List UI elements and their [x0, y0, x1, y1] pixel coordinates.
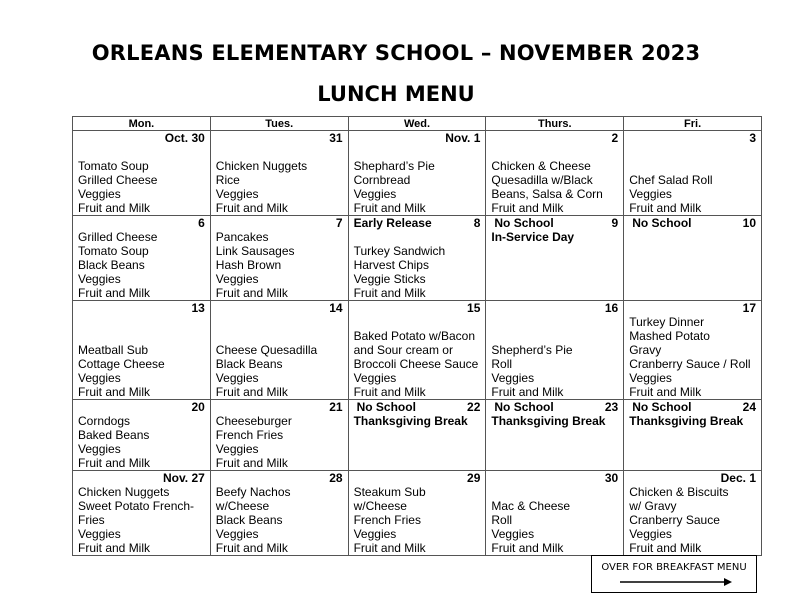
menu-item: Quesadilla w/Black [491, 173, 593, 187]
day-cell [624, 301, 762, 400]
day-cell [210, 471, 348, 556]
menu-item: Chicken & Biscuits [629, 485, 729, 499]
menu-item: Veggies [215, 442, 259, 456]
menu-item: Pancakes [215, 230, 269, 244]
menu-item: Fruit and Milk [215, 541, 288, 555]
menu-item: Turkey Sandwich [353, 244, 446, 258]
day-cell [73, 400, 211, 471]
menu-item: w/Cheese [353, 499, 407, 513]
date-number: 31 [329, 131, 343, 145]
menu-item: Cranberry Sauce [629, 513, 720, 527]
menu-item: French Fries [215, 428, 284, 442]
weekday-header: Thurs. [486, 117, 624, 131]
menu-item: Veggies [353, 187, 397, 201]
day-note-detail: Thanksgiving Break [353, 414, 468, 428]
date-number: 3 [749, 131, 756, 145]
day-cell [73, 471, 211, 556]
menu-item: Tomato Soup [78, 244, 149, 258]
day-note-detail: In-Service Day [491, 230, 575, 244]
day-cell [348, 301, 486, 400]
date-number: 23 [604, 400, 619, 414]
menu-item: Mashed Potato [629, 329, 710, 343]
day-cell [486, 131, 624, 216]
day-cell [624, 400, 762, 471]
page-title: ORLEANS ELEMENTARY SCHOOL – NOVEMBER 2023 [91, 41, 701, 65]
menu-item: Veggies [629, 187, 672, 201]
menu-item: Rice [215, 173, 240, 187]
menu-item: Veggies [78, 527, 121, 541]
date-number: 6 [198, 216, 205, 230]
menu-item: Chef Salad Roll [629, 173, 713, 187]
menu-item: Fruit and Milk [215, 456, 288, 470]
day-cell [73, 301, 211, 400]
date-number: 17 [742, 301, 756, 315]
menu-item: Roll [491, 513, 513, 527]
menu-item: Veggies [78, 272, 121, 286]
date-number: 21 [329, 400, 343, 414]
menu-item: Harvest Chips [353, 258, 429, 272]
menu-item: Fruit and Milk [78, 385, 151, 399]
menu-item: Meatball Sub [78, 343, 149, 357]
menu-item: Black Beans [215, 357, 283, 371]
menu-item: w/Cheese [215, 499, 270, 513]
date-number: 10 [742, 216, 756, 230]
weekday-header: Mon. [73, 117, 211, 131]
right-arrow-icon [620, 578, 732, 586]
date-number: 22 [467, 400, 481, 414]
day-note-detail: Thanksgiving Break [491, 414, 606, 428]
menu-item: Fruit and Milk [78, 286, 151, 300]
day-cell [210, 131, 348, 216]
week-row [73, 301, 762, 400]
menu-item: Veggies [215, 527, 259, 541]
date-number: 14 [329, 301, 343, 315]
breakfast-menu-label: OVER FOR BREAKFAST MENU [601, 562, 747, 573]
date-number: 30 [604, 471, 619, 485]
menu-item: Link Sausages [215, 244, 295, 258]
date-number: 28 [329, 471, 343, 485]
week-row [73, 216, 762, 301]
menu-item: Veggies [78, 371, 121, 385]
weekday-header-row [73, 117, 762, 131]
weekday-header: Fri. [624, 117, 762, 131]
menu-item: Veggies [491, 527, 535, 541]
menu-item: Cheese Quesadilla [215, 343, 318, 357]
menu-item: Chicken Nuggets [78, 485, 170, 499]
date-number: Dec. 1 [720, 471, 756, 485]
menu-item: Fruit and Milk [78, 456, 151, 470]
day-cell [210, 301, 348, 400]
menu-item: French Fries [353, 513, 421, 527]
menu-item: w/ Gravy [629, 499, 677, 513]
menu-item: Shepherd’s Pie [491, 343, 573, 357]
date-number: 24 [742, 400, 756, 414]
day-note: No School [632, 216, 692, 230]
day-cell [348, 131, 486, 216]
menu-item: Fruit and Milk [491, 541, 564, 555]
menu-item: Fruit and Milk [215, 201, 288, 215]
day-cell [486, 216, 624, 301]
menu-item: Fruit and Milk [353, 286, 426, 300]
menu-item: Fruit and Milk [629, 385, 702, 399]
menu-item: Sweet Potato French- [78, 499, 195, 513]
menu-item: Gravy [629, 343, 662, 357]
day-cell [486, 400, 624, 471]
menu-item: Fruit and Milk [353, 541, 426, 555]
day-cell [348, 400, 486, 471]
menu-item: Black Beans [78, 258, 145, 272]
day-cell [624, 471, 762, 556]
day-cell [210, 400, 348, 471]
day-cell [348, 471, 486, 556]
menu-item: Beefy Nachos [215, 485, 291, 499]
day-cell [73, 131, 211, 216]
menu-item: Baked Potato w/Bacon [353, 329, 476, 343]
menu-item: Fruit and Milk [629, 201, 702, 215]
menu-item: Veggies [353, 371, 397, 385]
date-number: Nov. 27 [163, 471, 205, 485]
date-number: 15 [467, 301, 481, 315]
menu-item: Veggies [629, 527, 672, 541]
menu-item: Fruit and Milk [491, 201, 564, 215]
weekday-header: Tues. [210, 117, 348, 131]
menu-item: Fries [78, 513, 105, 527]
day-cell [486, 471, 624, 556]
menu-item: Hash Brown [215, 258, 282, 272]
menu-item: Fruit and Milk [353, 201, 426, 215]
lunch-menu-calendar [72, 116, 762, 556]
menu-item: Veggies [215, 371, 259, 385]
day-cell [624, 216, 762, 301]
breakfast-menu-link[interactable] [591, 555, 757, 593]
day-note: No School [356, 400, 416, 414]
menu-item: Roll [491, 357, 513, 371]
menu-item: Mac & Cheese [491, 499, 571, 513]
day-note-detail: Thanksgiving Break [629, 414, 744, 428]
menu-item: Veggies [215, 187, 259, 201]
menu-item: Beans, Salsa & Corn [491, 187, 603, 201]
menu-item: Fruit and Milk [215, 286, 288, 300]
date-number: Nov. 1 [445, 131, 481, 145]
day-note: No School [494, 216, 554, 230]
date-number: 7 [335, 216, 343, 230]
menu-item: Grilled Cheese [78, 230, 158, 244]
day-cell [73, 216, 211, 301]
page-subtitle: LUNCH MENU [317, 82, 475, 106]
day-cell [486, 301, 624, 400]
menu-item: Cheeseburger [215, 414, 292, 428]
menu-item: Cottage Cheese [78, 357, 165, 371]
menu-item: Shephard’s Pie [353, 159, 435, 173]
menu-item: Fruit and Milk [491, 385, 564, 399]
menu-item: Fruit and Milk [353, 385, 426, 399]
menu-item: Fruit and Milk [215, 385, 288, 399]
menu-item: Cranberry Sauce / Roll [629, 357, 751, 371]
date-number: 9 [611, 216, 619, 230]
date-number: 20 [191, 400, 205, 414]
day-cell [210, 216, 348, 301]
menu-item: Veggies [78, 442, 121, 456]
menu-item: Fruit and Milk [78, 201, 151, 215]
menu-item: Veggies [353, 527, 397, 541]
day-cell [624, 131, 762, 216]
menu-item: Cornbread [353, 173, 411, 187]
day-cell [348, 216, 486, 301]
menu-item: Veggie Sticks [353, 272, 426, 286]
menu-item: and Sour cream or [353, 343, 453, 357]
menu-item: Veggies [78, 187, 121, 201]
menu-item: Chicken Nuggets [215, 159, 308, 173]
week-row [73, 471, 762, 556]
weekday-header: Wed. [348, 117, 486, 131]
menu-item: Veggies [491, 371, 535, 385]
menu-item: Fruit and Milk [78, 541, 151, 555]
menu-item: Veggies [629, 371, 672, 385]
week-row [73, 400, 762, 471]
menu-item: Baked Beans [78, 428, 150, 442]
menu-item: Grilled Cheese [78, 173, 158, 187]
date-number: 16 [604, 301, 619, 315]
day-note: No School [632, 400, 692, 414]
menu-item: Corndogs [78, 414, 131, 428]
day-note: No School [494, 400, 554, 414]
menu-item: Broccoli Cheese Sauce [353, 357, 479, 371]
week-row [73, 131, 762, 216]
menu-item: Turkey Dinner [629, 315, 705, 329]
menu-item: Tomato Soup [78, 159, 149, 173]
date-number: 13 [191, 301, 205, 315]
menu-item: Black Beans [215, 513, 283, 527]
date-number: 8 [473, 216, 481, 230]
date-number: 29 [467, 471, 481, 485]
date-number: Oct. 30 [164, 131, 205, 145]
menu-item: Chicken & Cheese [491, 159, 591, 173]
date-number: 2 [611, 131, 619, 145]
menu-item: Steakum Sub [353, 485, 426, 499]
menu-item: Fruit and Milk [629, 541, 702, 555]
menu-item: Veggies [215, 272, 259, 286]
day-note: Early Release [353, 216, 432, 230]
